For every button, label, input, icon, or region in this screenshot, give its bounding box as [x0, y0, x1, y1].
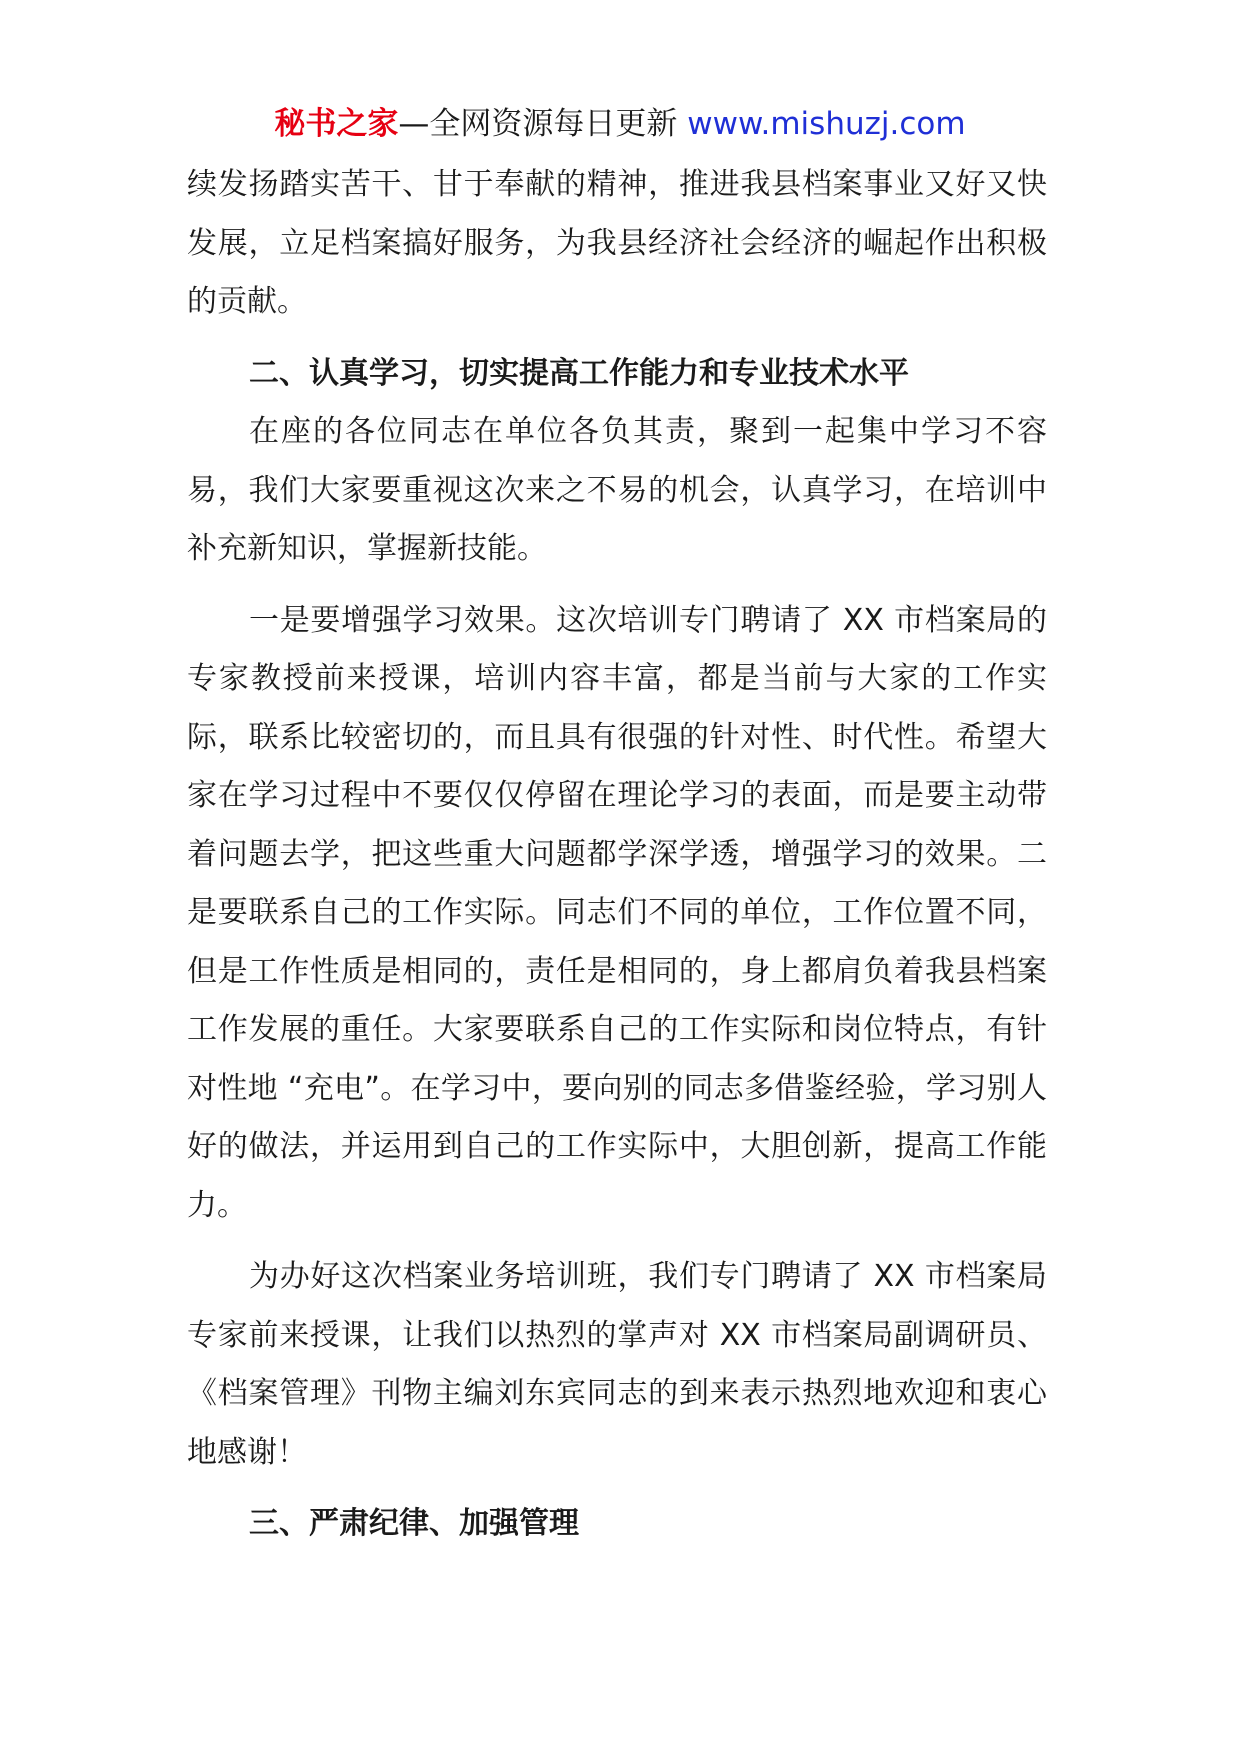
paragraph-study-points: 一是要增强学习效果。这次培训专门聘请了 XX 市档案局的专家教授前来授课，培训内容丰富，都是当前与大家的工作实际，联系比较密切的，而且具有很强的针对性、时代性。希望大家在学习过程中不要仅仅停留在理论学习的表面，而是要主动带着问题去学，把这些重大问题都学深学透，增强学习的效果。二是要联系自己的工作实际。同志们不同的单位，工作位置不同，但是工作性质是相同的，责任是相同的，身上都肩负着我县档案工作发展的重任。大家要联系自己的工作实际和岗位特点，有针对性地 “充电”。在学习中，要向别的同志多借鉴经验，学习别人好的做法，并运用到自己的工作实际中，大胆创新，提高工作能力。 [187, 602, 1047, 1223]
section-heading-3: 三、严肃纪律、加强管理 [249, 1506, 579, 1541]
site-header [0, 102, 1240, 146]
site-slogan: —全网资源每日更新 [398, 106, 688, 142]
site-brand: 秘书之家 [274, 106, 399, 142]
document-body [187, 156, 1047, 1554]
section-heading-2: 二、认真学习，切实提高工作能力和专业技术水平 [249, 355, 909, 391]
site-url-link[interactable]: www.mishuzj.com [687, 106, 966, 142]
paragraph-study-intro: 在座的各位同志在单位各负其责，聚到一起集中学习不容易，我们大家要重视这次来之不易的机会，认真学习，在培训中补充新知识，掌握新技能。 [187, 414, 1047, 566]
paragraph-welcome: 为办好这次档案业务培训班，我们专门聘请了 XX 市档案局专家前来授课，让我们以热烈的掌声对 XX 市档案局副调研员、《档案管理》刊物主编刘东宾同志的到来表示热烈地欢迎和衷心地感谢！ [187, 1259, 1047, 1470]
paragraph-continuation: 续发扬踏实苦干、甘于奉献的精神，推进我县档案事业又好又快发展，立足档案搞好服务，为我县经济社会经济的崛起作出积极的贡献。 [187, 167, 1047, 319]
